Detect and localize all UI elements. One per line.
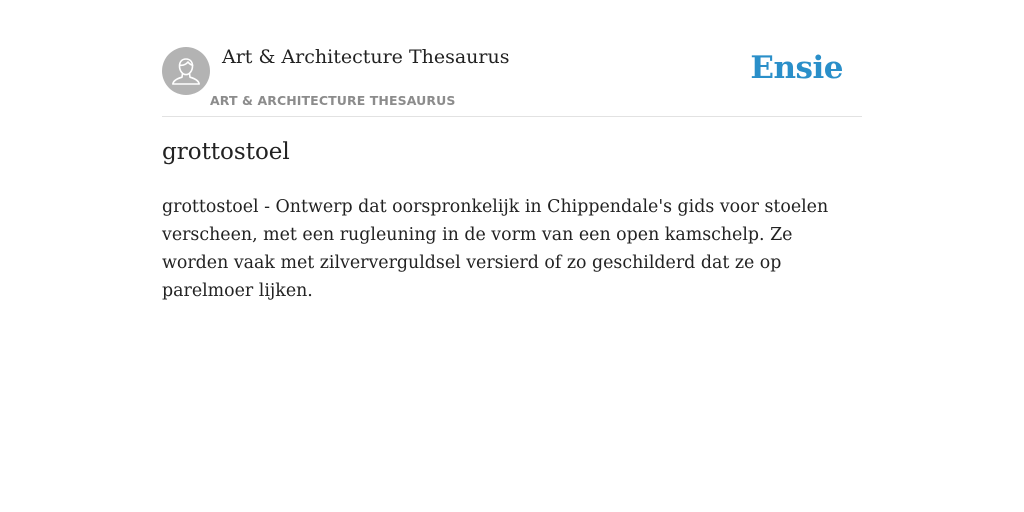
source-subtitle: ART & ARCHITECTURE THESAURUS [210, 93, 456, 108]
user-icon [162, 47, 210, 95]
ensie-logo[interactable]: Ensie [750, 50, 843, 86]
source-avatar[interactable] [162, 47, 210, 95]
page-header [162, 0, 862, 117]
source-title-link[interactable]: Art & Architecture Thesaurus [222, 46, 510, 68]
term-definition: grottostoel - Ontwerp dat oorspronkelijk in Chippendale's gids voor stoelen verscheen, met een rugleuning in de vorm van een open kamschelp. Ze worden vaak met zilververguldsel versierd of zo geschilderd dat ze op parelmoer lijken. [162, 197, 829, 301]
term-title: grottostoel [162, 139, 290, 165]
